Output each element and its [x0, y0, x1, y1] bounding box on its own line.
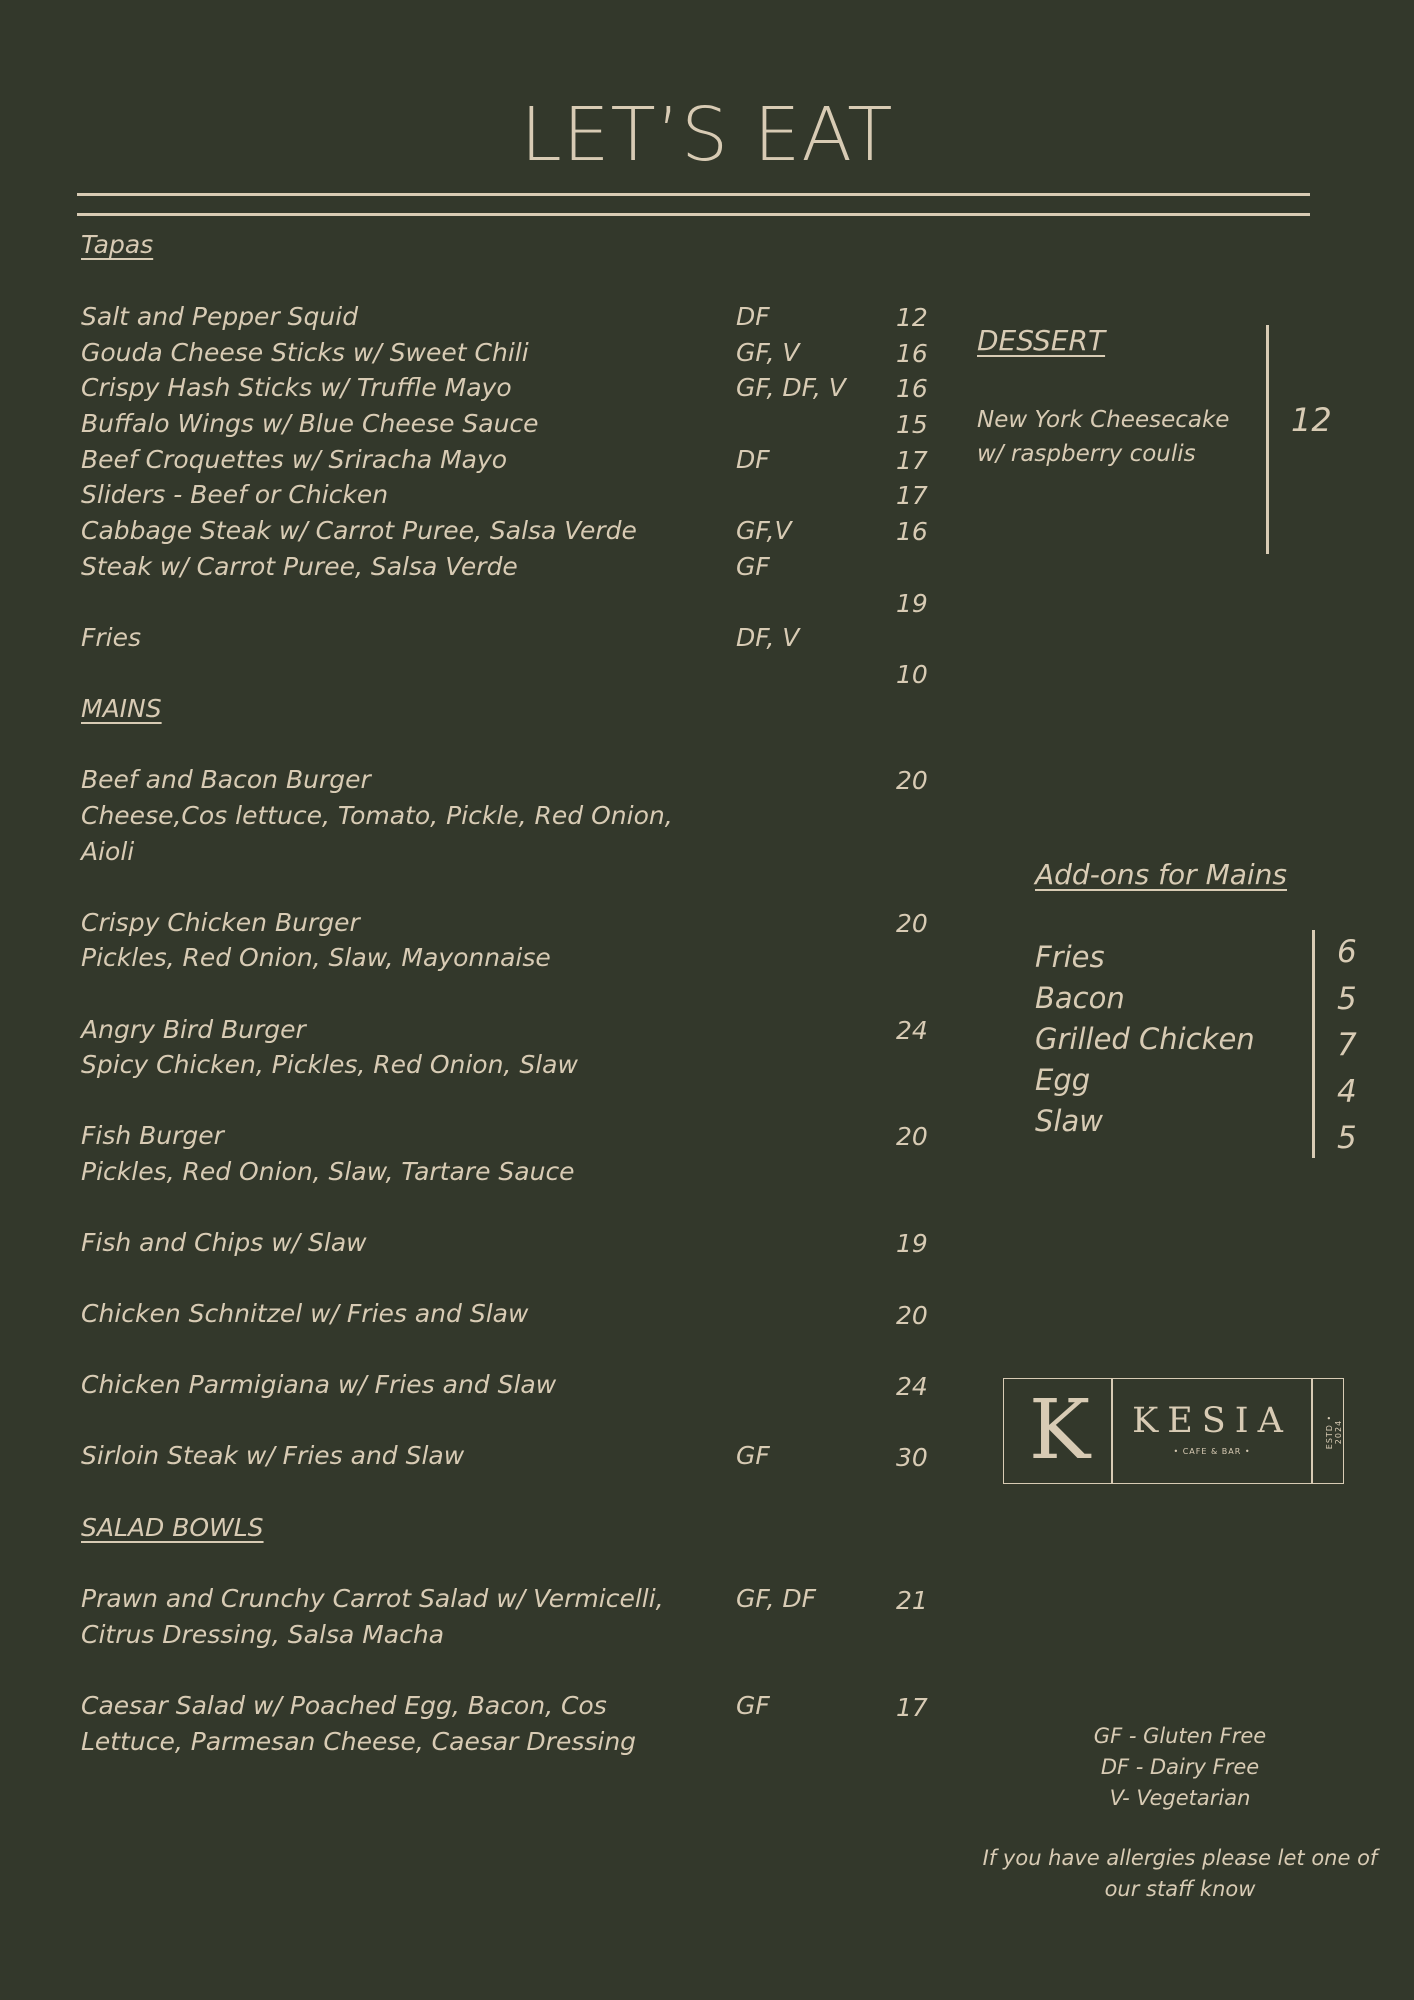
- addon-item-price: 5: [1337, 981, 1357, 1017]
- dessert-price: 12: [1291, 401, 1332, 439]
- logo-name: KESIA: [1132, 1401, 1292, 1441]
- dessert-divider: [1266, 325, 1269, 554]
- dessert-item-line1: New York Cheesecake: [977, 407, 1230, 433]
- tapas-item-tags: GF, V: [736, 338, 800, 367]
- tapas-item-price: 15: [896, 410, 928, 439]
- salad-item-price: 17: [896, 1693, 928, 1722]
- tapas-item-price: 12: [896, 303, 928, 332]
- tapas-item-name: Steak w/ Carrot Puree, Salsa Verde: [81, 552, 518, 581]
- logo-established: ESTD • 2024: [1325, 1414, 1343, 1450]
- tapas-heading: Tapas: [81, 230, 154, 259]
- title-divider-top: [77, 193, 1310, 196]
- legend-gf: GF - Gluten Free: [1093, 1724, 1267, 1748]
- mains-item-name: Sirloin Steak w/ Fries and Slaw: [81, 1441, 465, 1470]
- mains-item-price: 19: [896, 1229, 928, 1258]
- mains-item-price: 20: [896, 1122, 928, 1151]
- salad-item-tags: GF: [736, 1691, 770, 1720]
- mains-item-name: Crispy Chicken Burger: [81, 908, 360, 937]
- tapas-item-price: 16: [896, 339, 928, 368]
- addon-item-price: 4: [1337, 1074, 1357, 1110]
- logo-divider: [1111, 1379, 1113, 1483]
- mains-heading: MAINS: [81, 694, 162, 723]
- legend-v: V- Vegetarian: [1109, 1786, 1251, 1810]
- salad-item-tags: GF, DF: [736, 1584, 817, 1613]
- tapas-item-name: Crispy Hash Sticks w/ Truffle Mayo: [81, 373, 512, 402]
- tapas-item-tags: DF, V: [736, 623, 800, 652]
- tapas-item-tags: GF, DF, V: [736, 373, 846, 402]
- mains-item-name: Chicken Parmigiana w/ Fries and Slaw: [81, 1370, 557, 1399]
- logo-divider: [1311, 1379, 1313, 1483]
- mains-item-desc: Aioli: [81, 837, 135, 866]
- mains-item-price: 24: [896, 1372, 928, 1401]
- allergy-note-line2: our staff know: [1104, 1877, 1256, 1901]
- addons-divider: [1312, 930, 1315, 1158]
- tapas-item-name: Buffalo Wings w/ Blue Cheese Sauce: [81, 409, 539, 438]
- addon-item-name: Fries: [1035, 940, 1105, 974]
- addons-heading: Add-ons for Mains: [1035, 858, 1287, 891]
- addon-item-name: Grilled Chicken: [1035, 1022, 1255, 1056]
- addon-item-price: 7: [1337, 1027, 1357, 1063]
- tapas-item-name: Cabbage Steak w/ Carrot Puree, Salsa Verde: [81, 516, 637, 545]
- kesia-logo: [1003, 1378, 1344, 1484]
- tapas-item-name: Sliders - Beef or Chicken: [81, 480, 389, 509]
- tapas-item-name: Beef Croquettes w/ Sriracha Mayo: [81, 445, 508, 474]
- allergy-note-line1: If you have allergies please let one of: [982, 1846, 1378, 1870]
- mains-item-name: Beef and Bacon Burger: [81, 765, 371, 794]
- mains-item-name: Fish and Chips w/ Slaw: [81, 1228, 367, 1257]
- tapas-item-price: 16: [896, 374, 928, 403]
- dessert-heading: DESSERT: [977, 324, 1106, 357]
- salad-item-price: 21: [896, 1586, 928, 1615]
- tapas-item-price: 19: [896, 589, 928, 618]
- salad-item-name: Caesar Salad w/ Poached Egg, Bacon, Cos: [81, 1691, 607, 1720]
- tapas-item-price: 16: [896, 517, 928, 546]
- mains-item-desc: Cheese,Cos lettuce, Tomato, Pickle, Red Onion,: [81, 801, 673, 830]
- tapas-item-tags: DF: [736, 445, 770, 474]
- logo-subtitle: • CAFE & BAR •: [1173, 1447, 1251, 1456]
- mains-item-price: 30: [896, 1443, 928, 1472]
- mains-item-price: 24: [896, 1016, 928, 1045]
- mains-item-name: Chicken Schnitzel w/ Fries and Slaw: [81, 1299, 529, 1328]
- logo-monogram: K: [1028, 1383, 1091, 1478]
- tapas-item-name: Salt and Pepper Squid: [81, 302, 359, 331]
- mains-item-name: Fish Burger: [81, 1121, 224, 1150]
- title-divider-bottom: [77, 213, 1310, 216]
- tapas-item-tags: GF,V: [736, 516, 792, 545]
- salads-heading: SALAD BOWLS: [81, 1513, 264, 1542]
- tapas-item-tags: DF: [736, 302, 770, 331]
- tapas-item-price: 10: [896, 660, 928, 689]
- tapas-item-price: 17: [896, 446, 928, 475]
- mains-item-price: 20: [896, 1301, 928, 1330]
- addon-item-name: Slaw: [1035, 1104, 1103, 1138]
- mains-item-price: 20: [896, 909, 928, 938]
- tapas-item-price: 17: [896, 481, 928, 510]
- salad-item-name: Citrus Dressing, Salsa Macha: [81, 1620, 445, 1649]
- page-title: LET’S EAT: [520, 92, 894, 178]
- tapas-item-name: Fries: [81, 623, 142, 652]
- mains-item-tags: GF: [736, 1441, 770, 1470]
- salad-item-name: Prawn and Crunchy Carrot Salad w/ Vermicelli,: [81, 1584, 664, 1613]
- salad-item-name: Lettuce, Parmesan Cheese, Caesar Dressing: [81, 1727, 637, 1756]
- mains-item-desc: Pickles, Red Onion, Slaw, Tartare Sauce: [81, 1157, 575, 1186]
- addon-item-name: Bacon: [1035, 981, 1125, 1015]
- legend-df: DF - Dairy Free: [1100, 1755, 1260, 1779]
- tapas-item-tags: GF: [736, 552, 770, 581]
- addon-item-name: Egg: [1035, 1063, 1091, 1097]
- addon-item-price: 6: [1337, 934, 1357, 970]
- mains-item-desc: Pickles, Red Onion, Slaw, Mayonnaise: [81, 943, 551, 972]
- tapas-item-name: Gouda Cheese Sticks w/ Sweet Chili: [81, 338, 529, 367]
- mains-item-name: Angry Bird Burger: [81, 1015, 306, 1044]
- dessert-item-line2: w/ raspberry coulis: [977, 441, 1196, 467]
- addon-item-price: 5: [1337, 1120, 1357, 1156]
- mains-item-price: 20: [896, 766, 928, 795]
- mains-item-desc: Spicy Chicken, Pickles, Red Onion, Slaw: [81, 1050, 578, 1079]
